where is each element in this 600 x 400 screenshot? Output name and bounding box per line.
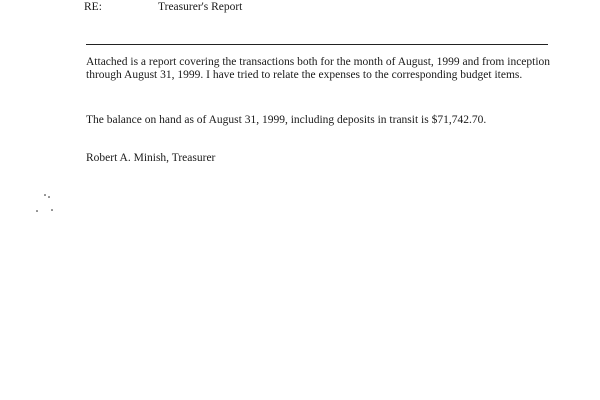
scan-speck bbox=[36, 210, 38, 212]
scan-speck bbox=[51, 209, 53, 211]
horizontal-divider bbox=[86, 44, 548, 45]
re-label: RE: bbox=[84, 1, 102, 13]
re-subject: Treasurer's Report bbox=[158, 1, 243, 13]
scan-speck bbox=[48, 196, 50, 198]
body-paragraph-balance: The balance on hand as of August 31, 1999, including deposits in transit is $71,742.70. bbox=[86, 114, 487, 126]
scan-speck bbox=[44, 194, 46, 196]
body-paragraph-transactions: Attached is a report covering the transactions both for the month of August, 1999 and from inception through August 31, 1999. I have tried to relate the expenses to the corresponding budget items. bbox=[86, 56, 551, 81]
signature-line: Robert A. Minish, Treasurer bbox=[86, 152, 216, 164]
scan-specks bbox=[30, 185, 60, 225]
